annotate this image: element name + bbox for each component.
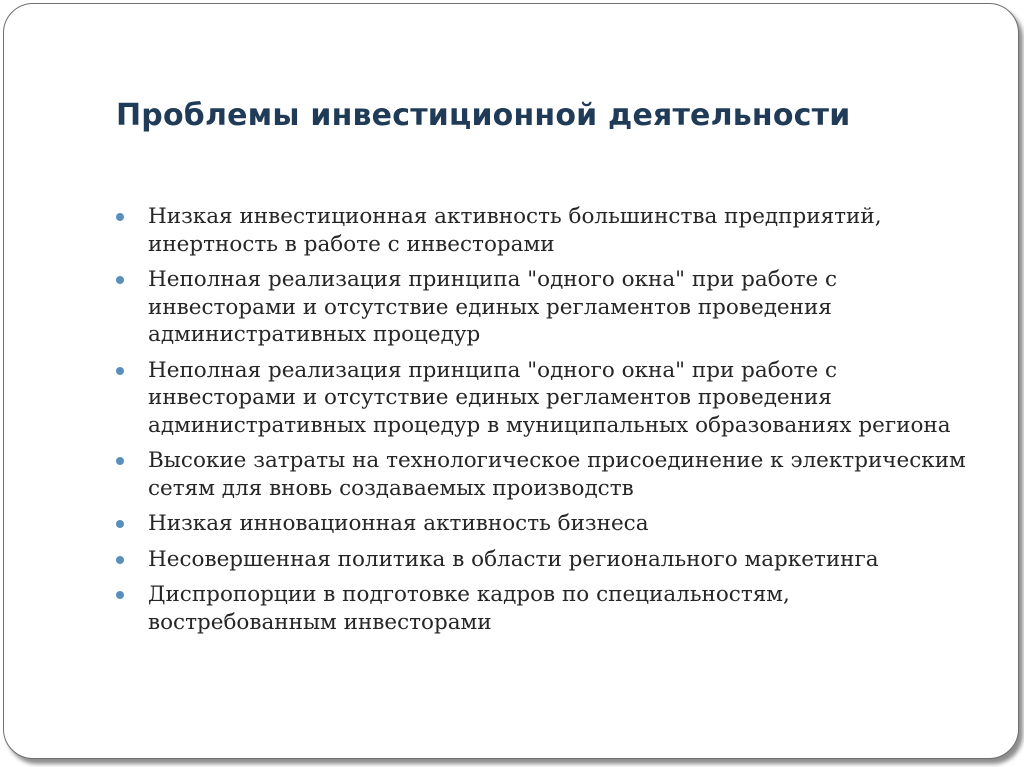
- bullet-dot-icon: [116, 591, 124, 599]
- slide-frame: [3, 3, 1019, 759]
- bullet-text: Высокие затраты на технологическое присоединение к электрическим сетям для вновь создаваемых производств: [148, 448, 966, 501]
- bullet-text: Низкая инновационная активность бизнеса: [148, 511, 649, 536]
- bullet-dot-icon: [116, 213, 124, 221]
- bullet-item: [114, 546, 974, 574]
- bullet-dot-icon: [116, 367, 124, 375]
- bullet-dot-icon: [116, 556, 124, 564]
- bullet-text: Диспропорции в подготовке кадров по специальностям, востребованным инвесторами: [148, 582, 790, 635]
- bullet-text: Неполная реализация принципа "одного окна" при работе с инвесторами и отсутствие единых регламентов проведения административных процедур в муниципальных образованиях региона: [148, 357, 951, 438]
- bullet-text: Неполная реализация принципа "одного окна" при работе с инвесторами и отсутствие единых регламентов проведения административных процедур: [148, 267, 838, 347]
- bullet-list: [114, 203, 974, 644]
- bullet-item: [114, 203, 974, 258]
- bullet-text: Низкая инвестиционная активность большинства предприятий, инертность в работе с инвесторами: [148, 204, 882, 257]
- bullet-item: [114, 510, 974, 538]
- bullet-text: Несовершенная политика в области регионального маркетинга: [148, 546, 879, 572]
- bullet-item: [114, 266, 974, 349]
- bullet-dot-icon: [116, 457, 124, 465]
- bullet-item: [114, 447, 974, 502]
- slide-title: Проблемы инвестиционной деятельности: [116, 98, 851, 133]
- bullet-dot-icon: [116, 520, 124, 528]
- bullet-item: [114, 357, 974, 440]
- bullet-dot-icon: [116, 276, 124, 284]
- bullet-item: [114, 581, 974, 636]
